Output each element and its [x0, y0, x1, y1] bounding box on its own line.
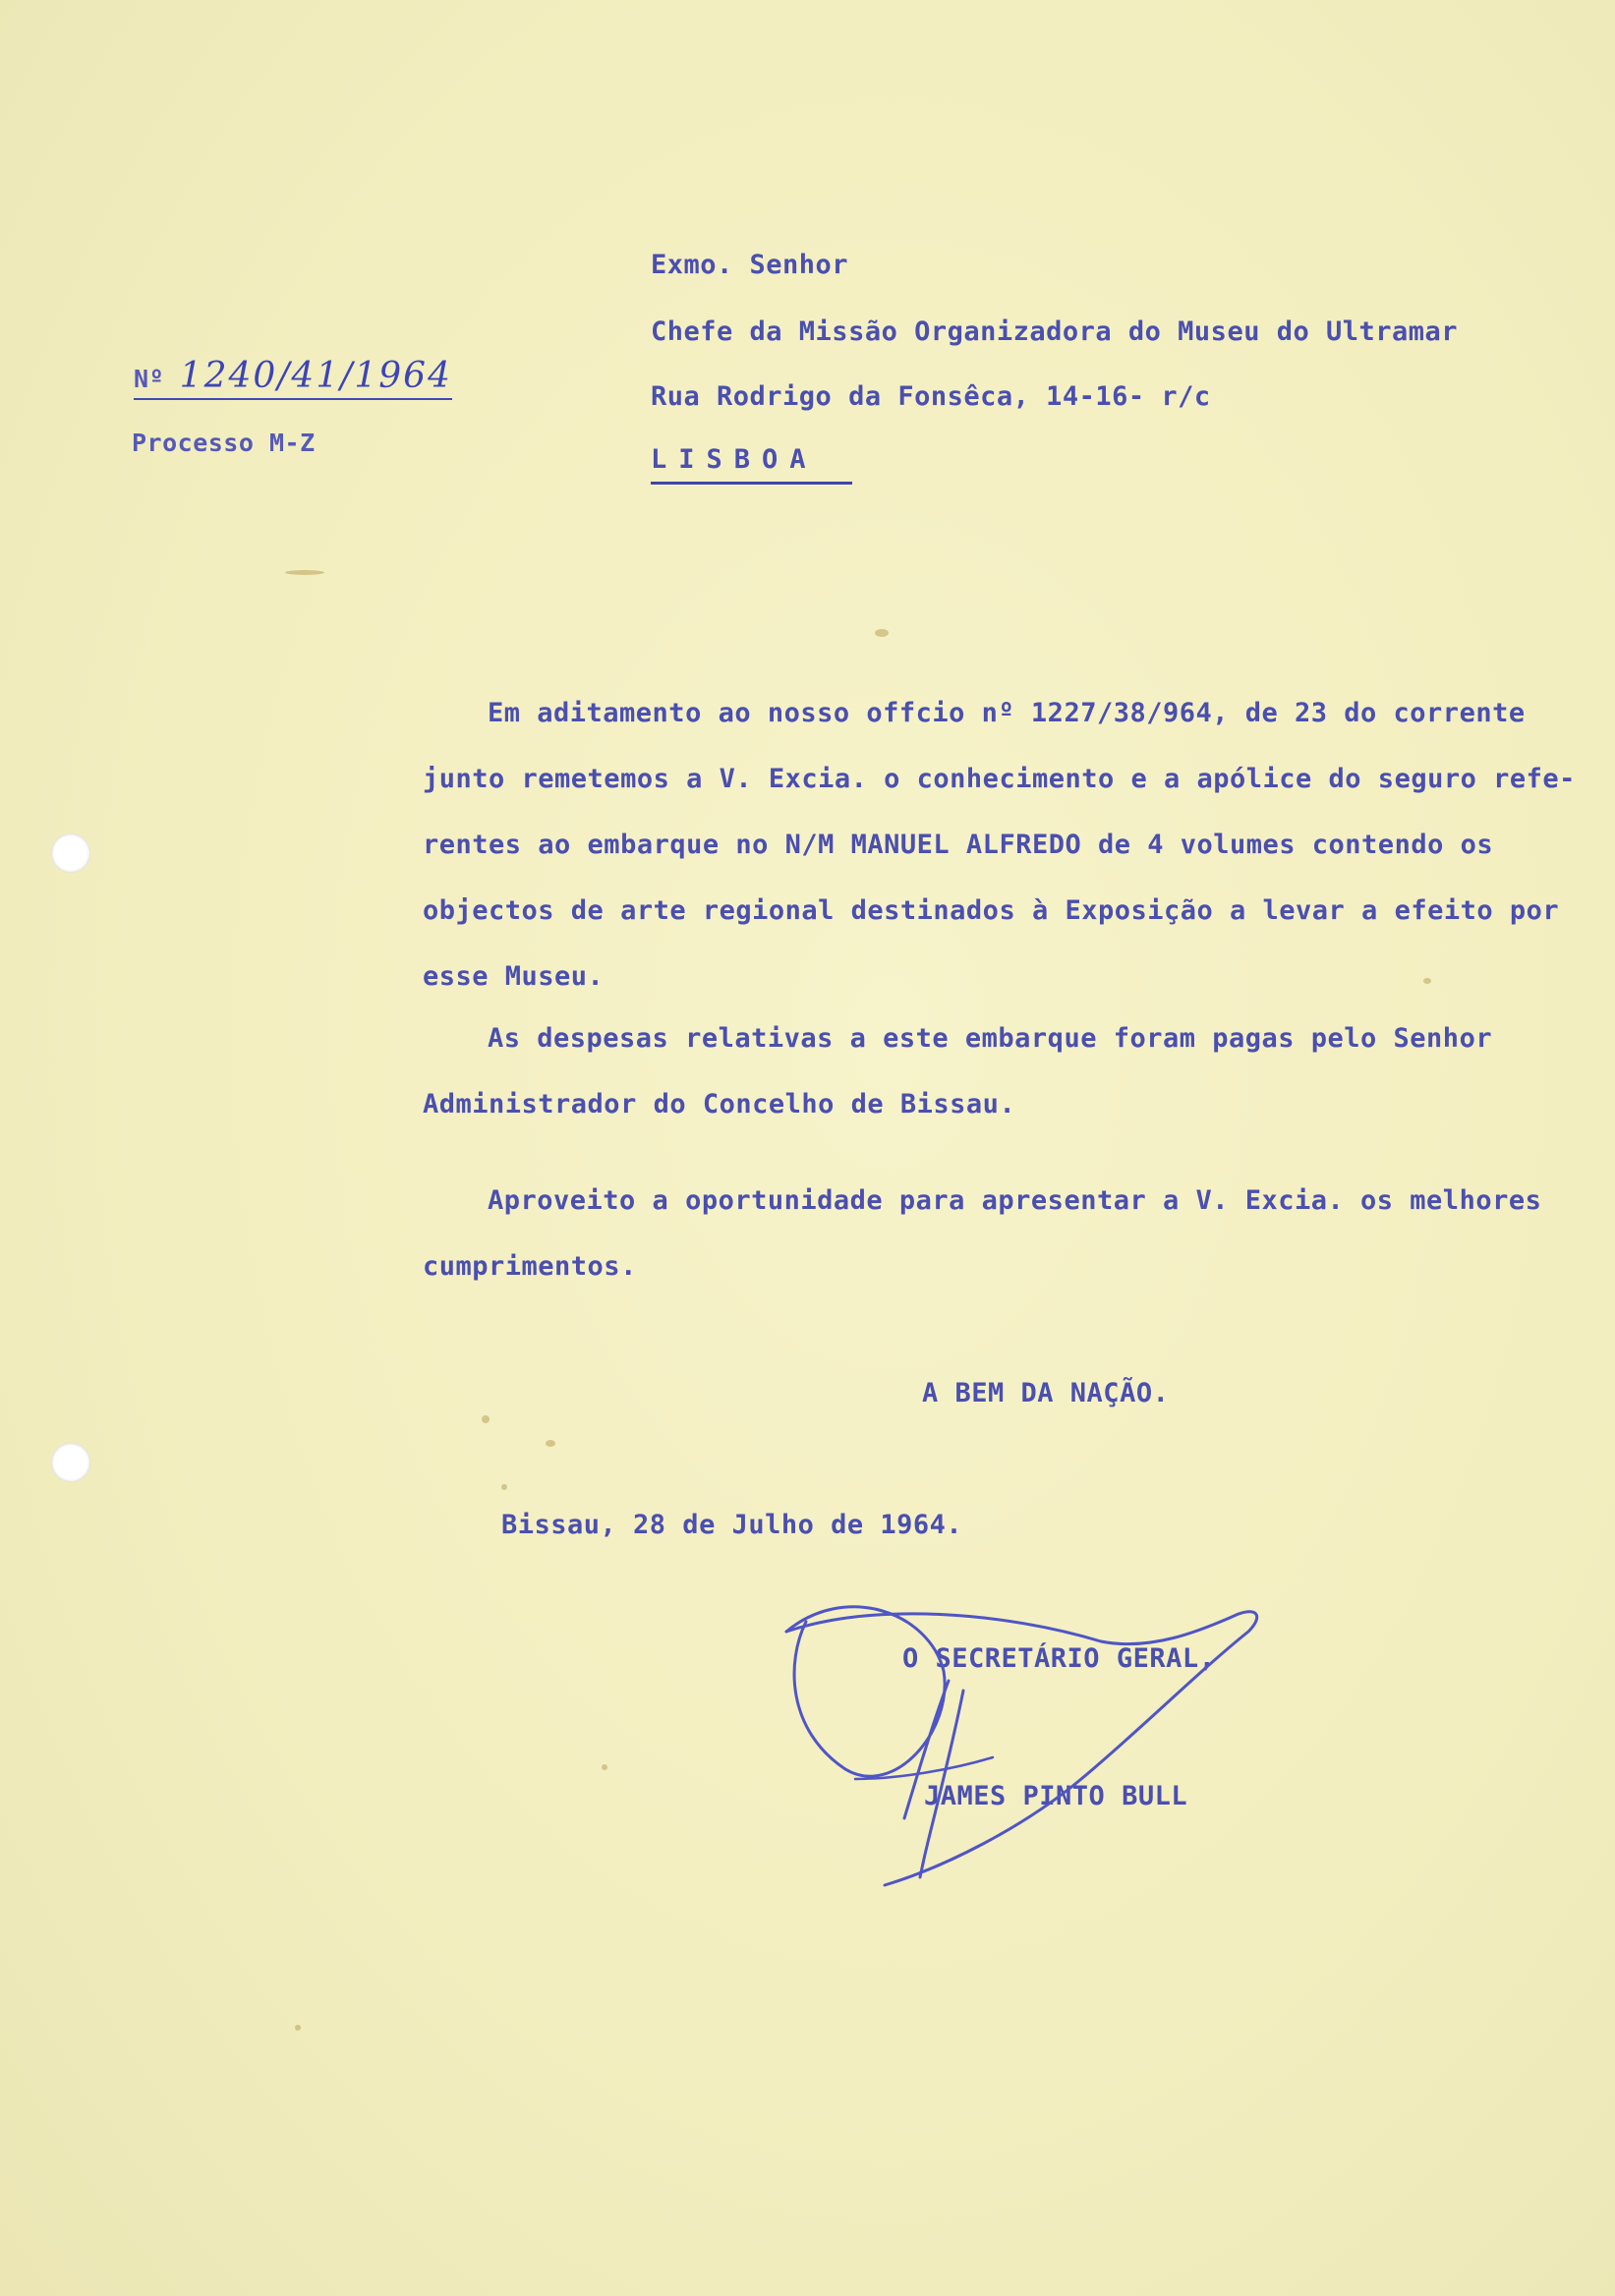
reference-number: [134, 356, 452, 396]
reference-prefix: Nº: [134, 365, 165, 393]
punch-hole-bottom: [51, 1443, 90, 1482]
paragraph-1-line: Em aditamento ao nosso offcio nº 1227/38/964, de 23 do corrente: [488, 698, 1526, 728]
paper-speck: [285, 570, 324, 575]
city-underline: [651, 482, 852, 485]
paragraph-2: [423, 1005, 1492, 1137]
recipient-address: Rua Rodrigo da Fonsêca, 14-16- r/c: [651, 381, 1211, 412]
paper-speck: [501, 1484, 507, 1490]
paper-speck: [482, 1415, 490, 1423]
signer-name: JAMES PINTO BULL: [924, 1781, 1188, 1811]
paper-speck: [295, 2025, 301, 2031]
paragraph-2-line: As despesas relativas a este embarque foram pagas pelo Senhor: [488, 1023, 1493, 1054]
recipient-city: LISBOA: [651, 444, 818, 475]
paragraph-1-line: objectos de arte regional destinados à Exposição a levar a efeito por: [423, 895, 1560, 926]
paragraph-1: [423, 680, 1576, 1009]
process-code: Processo M-Z: [132, 429, 316, 457]
place-date: Bissau, 28 de Julho de 1964.: [501, 1510, 963, 1540]
paragraph-3: [423, 1168, 1541, 1299]
handwritten-signature: [727, 1573, 1288, 1907]
reference-underline: [134, 398, 452, 400]
paper-speck: [602, 1764, 607, 1770]
signer-title: O SECRETÁRIO GERAL,: [902, 1643, 1216, 1674]
punch-hole-top: [51, 833, 90, 873]
reference-handwritten-number: 1240/41/1964: [179, 356, 452, 396]
paragraph-1-line: esse Museu.: [423, 961, 605, 992]
paper-speck: [875, 629, 889, 637]
paper-speck: [546, 1440, 555, 1447]
recipient-title: Chefe da Missão Organizadora do Museu do Ultramar: [651, 316, 1459, 347]
paragraph-1-line: rentes ao embarque no N/M MANUEL ALFREDO de 4 volumes contendo os: [423, 830, 1494, 860]
paragraph-3-line: cumprimentos.: [423, 1251, 637, 1282]
paragraph-1-line: junto remetemos a V. Excia. o conhecimento e a apólice do seguro refe-: [423, 764, 1576, 794]
salutation: Exmo. Senhor: [651, 250, 849, 280]
recipient-city-block: [651, 444, 818, 475]
paragraph-3-line: Aproveito a oportunidade para apresentar a V. Excia. os melhores: [488, 1185, 1542, 1216]
paragraph-2-line: Administrador do Concelho de Bissau.: [423, 1089, 1016, 1119]
closing-motto: A BEM DA NAÇÃO.: [922, 1378, 1170, 1408]
